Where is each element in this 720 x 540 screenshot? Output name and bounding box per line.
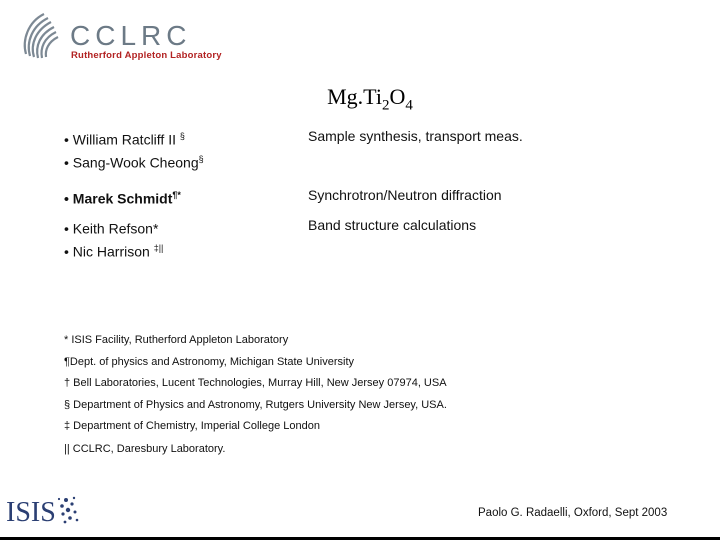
- footer-credit: Paolo G. Radaelli, Oxford, Sept 2003: [478, 507, 668, 519]
- title-part: Mg.Ti: [327, 84, 382, 109]
- team-names: [64, 127, 204, 172]
- team-member: • William Ratcliff II §: [64, 131, 185, 148]
- title-subscript: 2: [381, 97, 390, 114]
- cclrc-logo-text: CCLRC: [70, 20, 192, 51]
- page-title: [0, 84, 720, 114]
- affiliation-note: ¶Dept. of physics and Astronomy, Michigan State University: [64, 356, 354, 368]
- team-row: [64, 216, 684, 260]
- team-role: Band structure calculations: [308, 217, 477, 233]
- affiliation-note: * ISIS Facility, Rutherford Appleton Laboratory: [64, 334, 289, 346]
- team-row: [64, 127, 684, 171]
- team-names: [64, 186, 181, 209]
- team-member: • Nic Harrison ‡||: [64, 242, 164, 260]
- team-member: • Marek Schmidt¶*: [64, 190, 181, 207]
- title-subscript: 4: [405, 97, 413, 114]
- cclrc-logo-subtitle: Rutherford Appleton Laboratory: [71, 50, 222, 61]
- title-part: O: [389, 84, 406, 109]
- affiliation-note: § Department of Physics and Astronomy, Rutgers University New Jersey, USA.: [64, 399, 447, 411]
- stripe-sphere-icon: [18, 10, 64, 62]
- isis-logo-text: ISIS: [6, 497, 56, 528]
- isis-logo: [4, 490, 84, 530]
- affiliation-note: ‡ Department of Chemistry, Imperial College London: [64, 420, 320, 432]
- team-role: Sample synthesis, transport meas.: [308, 128, 523, 144]
- team-role: Synchrotron/Neutron diffraction: [308, 187, 502, 203]
- team-row: [64, 186, 684, 206]
- team-member: • Keith Refson*: [64, 220, 159, 237]
- team-names: [64, 216, 163, 261]
- affiliation-note: † Bell Laboratories, Lucent Technologies, Murray Hill, New Jersey 07974, USA: [64, 377, 447, 389]
- affiliation-note: || CCLRC, Daresbury Laboratory.: [64, 443, 226, 455]
- team-member: • Sang-Wook Cheong§: [64, 153, 204, 171]
